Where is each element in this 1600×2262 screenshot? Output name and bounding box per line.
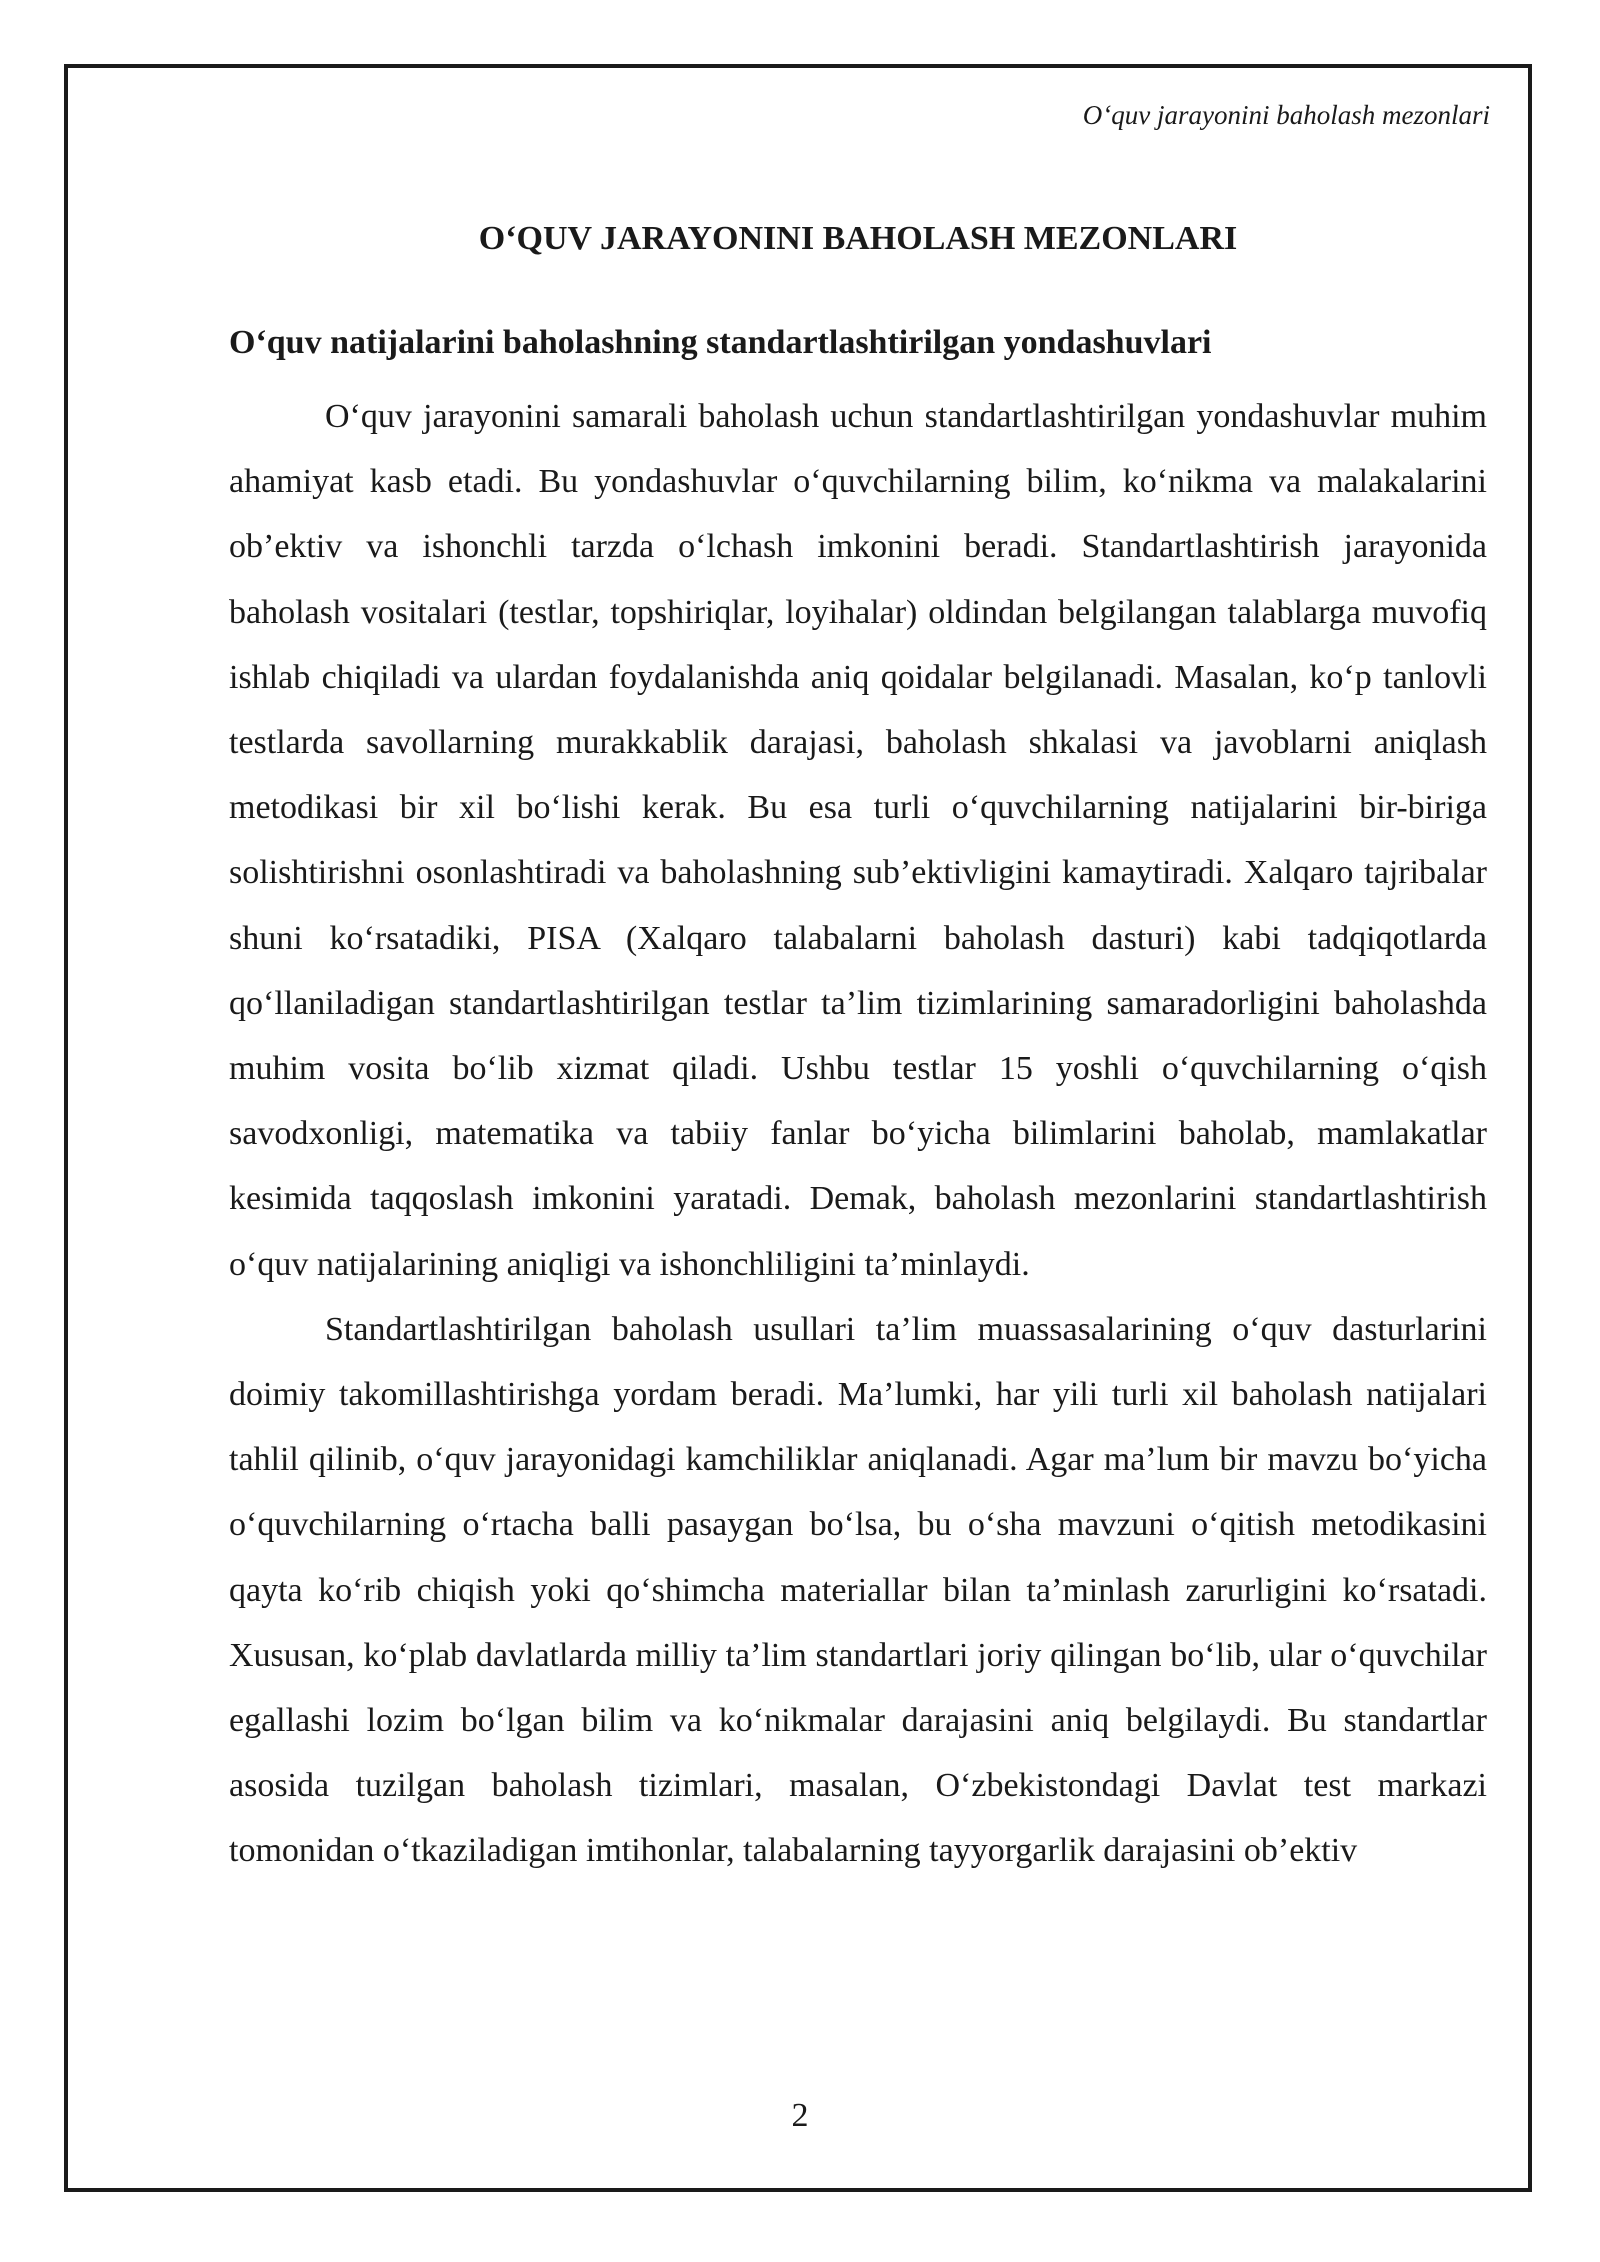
body-paragraph-2: Standartlashtirilgan baholash usullari ta’lim muassasalarining o‘quv dasturlarini doimiy takomillashtirishga yordam beradi. Ma’lumki, har yili turli xil baholash natijalari tahlil qilinib, o‘quv jarayonidagi kamchiliklar aniqlanadi. Agar ma’lum bir mavzu bo‘yicha o‘quvchilarning o‘rtacha balli pasaygan bo‘lsa, bu o‘sha mavzuni o‘qitish metodikasini qayta ko‘rib chiqish yoki qo‘shimcha materiallar bilan ta’minlash zarurligini ko‘rsatadi. Xususan, ko‘plab davlatlarda milliy ta’lim standartlari joriy qilingan bo‘lib, ular o‘quvchilar egallashi lozim bo‘lgan bilim va ko‘nikmalar darajasini aniq belgilaydi. Bu standartlar asosida tuzilgan baholash tizimlari, masalan, O‘zbekistondagi Davlat test markazi tomonidan o‘tkaziladigan imtihonlar, talabalarning tayyorgarlik darajasini ob’ektiv bbox=[229, 1310, 1487, 1870]
body-paragraph-1: O‘quv jarayonini samarali baholash uchun standartlashtirilgan yondashuvlar muhim ahamiyat kasb etadi. Bu yondashuvlar o‘quvchilarning bilim, ko‘nikma va malakalarini ob’ektiv va ishonchli tarzda o‘lchash imkonini beradi. Standartlashtirish jarayonida baholash vositalari (testlar, topshiriqlar, loyihalar) oldindan belgilangan talablarga muvofiq ishlab chiqiladi va ulardan foydalanishda aniq qoidalar belgilanadi. Masalan, ko‘p tanlovli testlarda savollarning murakkablik darajasi, baholash shkalasi va javoblarni aniqlash metodikasi bir xil bo‘lishi kerak. Bu esa turli o‘quvchilarning natijalarini bir-biriga solishtirishni osonlashtiradi va baholashning sub’ektivligini kamaytiradi. Xalqaro tajribalar shuni ko‘rsatadiki, PISA (Xalqaro talabalarni baholash dasturi) kabi tadqiqotlarda qo‘llaniladigan standartlashtirilgan testlar ta’lim tizimlarining samaradorligini baholashda muhim vosita bo‘lib xizmat qiladi. Ushbu testlar 15 yoshli o‘quvchilarning o‘qish savodxonligi, matematika va tabiiy fanlar bo‘yicha bilimlarini baholab, mamlakatlar kesimida taqqoslash imkonini yaratadi. Demak, baholash mezonlarini standartlashtirish o‘quv natijalarining aniqligi va ishonchliligini ta’minlaydi. bbox=[229, 398, 1487, 1283]
running-header: O‘quv jarayonini baholash mezonlari bbox=[1082, 100, 1490, 130]
document-body bbox=[229, 204, 1487, 1884]
document-title: O‘QUV JARAYONINI BAHOLASH MEZONLARI bbox=[478, 220, 1238, 257]
section-heading: O‘quv natijalarini baholashning standartlashtirilgan yondashuvlari bbox=[229, 324, 1212, 361]
page-number: 2 bbox=[791, 2097, 809, 2134]
